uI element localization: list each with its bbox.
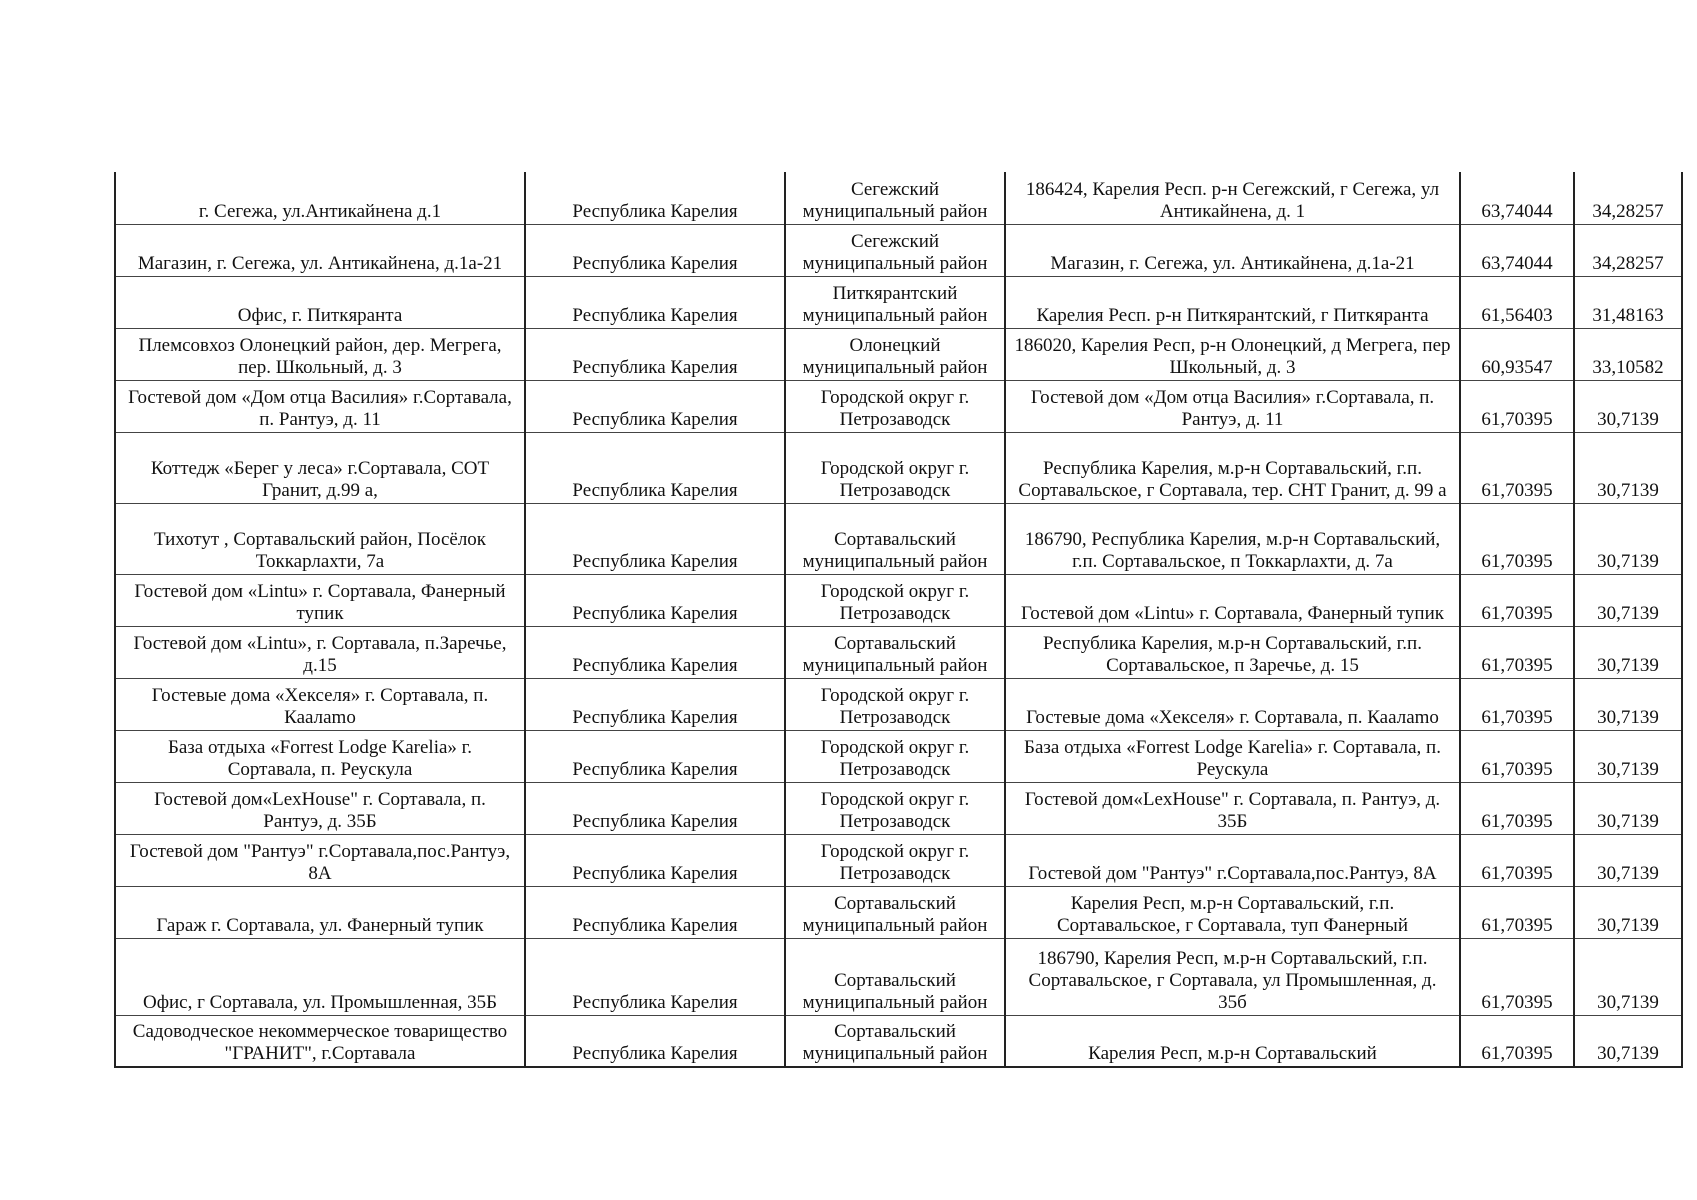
cell-lon: 30,7139: [1574, 834, 1682, 886]
cell-municipality: Сортавальский муниципальный район: [785, 626, 1005, 678]
cell-name: Гостевые дома «Хекселя» г. Сортавала, п. Каалamo: [115, 678, 525, 730]
cell-region: Республика Карелия: [525, 938, 785, 1015]
cell-municipality: Сортавальский муниципальный район: [785, 938, 1005, 1015]
cell-address: Магазин, г. Сегежа, ул. Антикайнена, д.1а-21: [1005, 224, 1460, 276]
cell-name: Тихотут , Сортавальский район, Посёлок Токкарлахти, 7а: [115, 503, 525, 574]
cell-name: Магазин, г. Сегежа, ул. Антикайнена, д.1а-21: [115, 224, 525, 276]
cell-lon: 30,7139: [1574, 503, 1682, 574]
locations-table: [114, 172, 1683, 1068]
cell-lon: 34,28257: [1574, 224, 1682, 276]
cell-lat: 61,70395: [1460, 380, 1574, 432]
cell-municipality: Городской округ г. Петрозаводск: [785, 834, 1005, 886]
cell-name: База отдыха «Forrest Lodge Karelia» г. Сортавала, п. Реускула: [115, 730, 525, 782]
cell-name: Офис, г Сортавала, ул. Промышленная, 35Б: [115, 938, 525, 1015]
cell-lon: 31,48163: [1574, 276, 1682, 328]
cell-municipality: Городской округ г. Петрозаводск: [785, 574, 1005, 626]
cell-address: Карелия Респ, м.р-н Сортавальский: [1005, 1015, 1460, 1067]
cell-municipality: Сегежский муниципальный район: [785, 224, 1005, 276]
cell-lat: 60,93547: [1460, 328, 1574, 380]
cell-lon: 30,7139: [1574, 432, 1682, 503]
cell-address: Гостевой дом "Рантуэ" г.Сортавала,пос.Рантуэ, 8А: [1005, 834, 1460, 886]
cell-lat: 63,74044: [1460, 172, 1574, 224]
cell-municipality: Питкярантский муниципальный район: [785, 276, 1005, 328]
cell-municipality: Городской округ г. Петрозаводск: [785, 730, 1005, 782]
cell-name: г. Сегежа, ул.Антикайнена д.1: [115, 172, 525, 224]
cell-address: Гостевой дом«LexHouse" г. Сортавала, п. Рантуэ, д. 35Б: [1005, 782, 1460, 834]
table-row: [115, 276, 1682, 328]
cell-region: Республика Карелия: [525, 328, 785, 380]
cell-name: Гостевой дом «Lintu» г. Сортавала, Фанерный тупик: [115, 574, 525, 626]
cell-address: Гостевой дом «Lintu» г. Сортавала, Фанерный тупик: [1005, 574, 1460, 626]
table-row: [115, 503, 1682, 574]
cell-name: Офис, г. Питкяранта: [115, 276, 525, 328]
table-row: [115, 1015, 1682, 1067]
table-row: [115, 328, 1682, 380]
table-row: [115, 886, 1682, 938]
table-row: [115, 380, 1682, 432]
table-body: [115, 172, 1682, 1067]
cell-lat: 63,74044: [1460, 224, 1574, 276]
cell-municipality: Олонецкий муниципальный район: [785, 328, 1005, 380]
table-row: [115, 224, 1682, 276]
table-row: [115, 834, 1682, 886]
table-row: [115, 938, 1682, 1015]
cell-region: Республика Карелия: [525, 503, 785, 574]
cell-lat: 61,70395: [1460, 938, 1574, 1015]
cell-lon: 30,7139: [1574, 380, 1682, 432]
cell-name: Гостевой дом «Дом отца Василия» г.Сортавала, п. Рантуэ, д. 11: [115, 380, 525, 432]
cell-region: Республика Карелия: [525, 730, 785, 782]
cell-region: Республика Карелия: [525, 886, 785, 938]
cell-name: Гараж г. Сортавала, ул. Фанерный тупик: [115, 886, 525, 938]
cell-region: Республика Карелия: [525, 678, 785, 730]
cell-region: Республика Карелия: [525, 380, 785, 432]
cell-address: База отдыха «Forrest Lodge Karelia» г. Сортавала, п. Реускула: [1005, 730, 1460, 782]
cell-lon: 30,7139: [1574, 730, 1682, 782]
table-row: [115, 432, 1682, 503]
cell-municipality: Городской округ г. Петрозаводск: [785, 380, 1005, 432]
cell-region: Республика Карелия: [525, 276, 785, 328]
cell-region: Республика Карелия: [525, 834, 785, 886]
cell-region: Республика Карелия: [525, 574, 785, 626]
cell-name: Племсовхоз Олонецкий район, дер. Мегрега, пер. Школьный, д. 3: [115, 328, 525, 380]
cell-lon: 33,10582: [1574, 328, 1682, 380]
cell-address: Республика Карелия, м.р-н Сортавальский, г.п. Сортавальское, п Заречье, д. 15: [1005, 626, 1460, 678]
cell-region: Республика Карелия: [525, 626, 785, 678]
cell-lat: 61,70395: [1460, 782, 1574, 834]
cell-name: Гостевой дом "Рантуэ" г.Сортавала,пос.Рантуэ, 8А: [115, 834, 525, 886]
cell-municipality: Городской округ г. Петрозаводск: [785, 432, 1005, 503]
cell-lon: 30,7139: [1574, 678, 1682, 730]
cell-lat: 61,70395: [1460, 886, 1574, 938]
cell-municipality: Сортавальский муниципальный район: [785, 1015, 1005, 1067]
table-row: [115, 626, 1682, 678]
cell-lon: 30,7139: [1574, 574, 1682, 626]
cell-region: Республика Карелия: [525, 172, 785, 224]
cell-municipality: Сортавальский муниципальный район: [785, 886, 1005, 938]
cell-municipality: Сегежский муниципальный район: [785, 172, 1005, 224]
cell-lon: 30,7139: [1574, 782, 1682, 834]
cell-lon: 30,7139: [1574, 626, 1682, 678]
cell-name: Садоводческое некоммерческое товарищество "ГРАНИТ", г.Сортавала: [115, 1015, 525, 1067]
cell-lat: 61,70395: [1460, 678, 1574, 730]
cell-name: Гостевой дом«LexHouse" г. Сортавала, п. Рантуэ, д. 35Б: [115, 782, 525, 834]
table-row: [115, 730, 1682, 782]
cell-address: Республика Карелия, м.р-н Сортавальский, г.п. Сортавальское, г Сортавала, тер. СНТ Гранит, д. 99 а: [1005, 432, 1460, 503]
cell-municipality: Сортавальский муниципальный район: [785, 503, 1005, 574]
cell-address: Гостевой дом «Дом отца Василия» г.Сортавала, п. Рантуэ, д. 11: [1005, 380, 1460, 432]
table-row: [115, 782, 1682, 834]
cell-municipality: Городской округ г. Петрозаводск: [785, 678, 1005, 730]
cell-lon: 30,7139: [1574, 938, 1682, 1015]
cell-name: Гостевой дом «Lintu», г. Сортавала, п.Заречье, д.15: [115, 626, 525, 678]
table-row: [115, 172, 1682, 224]
cell-lon: 30,7139: [1574, 886, 1682, 938]
cell-lat: 61,70395: [1460, 574, 1574, 626]
table-row: [115, 574, 1682, 626]
table-row: [115, 678, 1682, 730]
cell-address: 186790, Карелия Респ, м.р-н Сортавальский, г.п. Сортавальское, г Сортавала, ул Промышленная, д. 35б: [1005, 938, 1460, 1015]
cell-lat: 61,70395: [1460, 834, 1574, 886]
cell-lat: 61,56403: [1460, 276, 1574, 328]
cell-region: Республика Карелия: [525, 1015, 785, 1067]
cell-lon: 34,28257: [1574, 172, 1682, 224]
cell-address: 186790, Республика Карелия, м.р-н Сортавальский, г.п. Сортавальское, п Токкарлахти, д. 7а: [1005, 503, 1460, 574]
cell-region: Республика Карелия: [525, 782, 785, 834]
cell-municipality: Городской округ г. Петрозаводск: [785, 782, 1005, 834]
cell-name: Коттедж «Берег у леса» г.Сортавала, СОТ Гранит, д.99 а,: [115, 432, 525, 503]
cell-address: Карелия Респ. р-н Питкярантский, г Питкяранта: [1005, 276, 1460, 328]
cell-lon: 30,7139: [1574, 1015, 1682, 1067]
cell-region: Республика Карелия: [525, 224, 785, 276]
cell-lat: 61,70395: [1460, 432, 1574, 503]
cell-address: Гостевые дома «Хекселя» г. Сортавала, п. Каалamo: [1005, 678, 1460, 730]
cell-address: 186424, Карелия Респ. р-н Сегежский, г Сегежа, ул Антикайнена, д. 1: [1005, 172, 1460, 224]
cell-lat: 61,70395: [1460, 1015, 1574, 1067]
cell-lat: 61,70395: [1460, 730, 1574, 782]
cell-lat: 61,70395: [1460, 503, 1574, 574]
cell-region: Республика Карелия: [525, 432, 785, 503]
cell-address: 186020, Карелия Респ, р-н Олонецкий, д Мегрега, пер Школьный, д. 3: [1005, 328, 1460, 380]
cell-address: Карелия Респ, м.р-н Сортавальский, г.п. Сортавальское, г Сортавала, туп Фанерный: [1005, 886, 1460, 938]
cell-lat: 61,70395: [1460, 626, 1574, 678]
